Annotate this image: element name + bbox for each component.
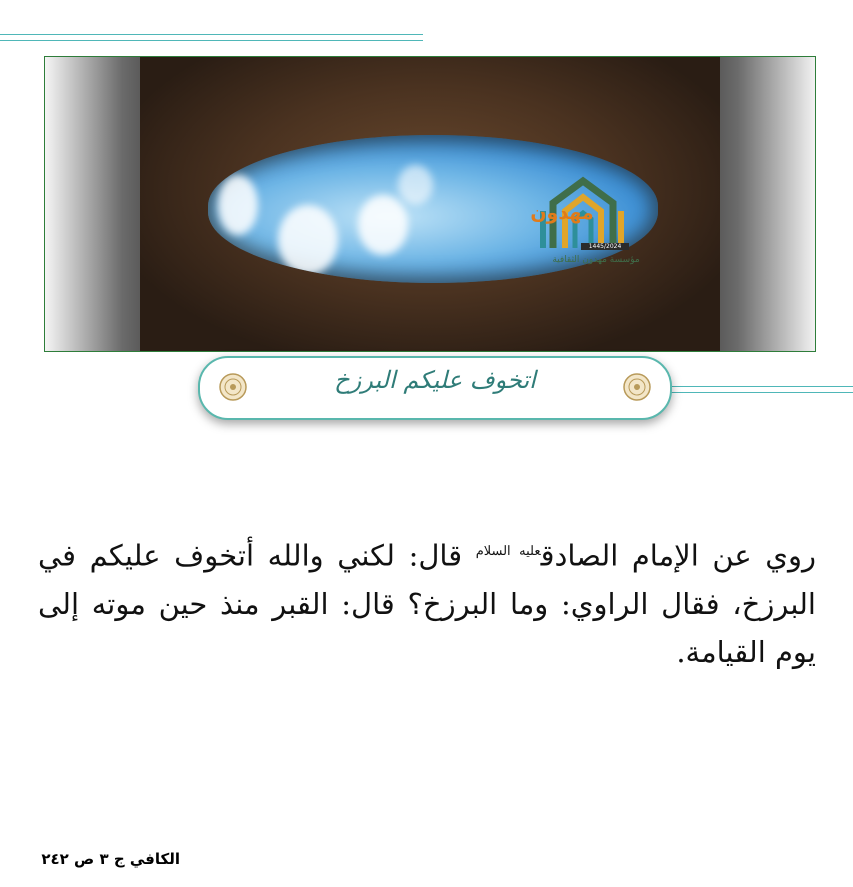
top-decorative-rule	[0, 34, 423, 41]
source-citation: الكافي ج ٣ ص ٢٤٢	[41, 850, 180, 868]
rosette-icon	[622, 372, 652, 402]
logo-year: 1445/2024	[581, 243, 629, 250]
logo-name: مهدون	[530, 202, 594, 224]
title-frame	[198, 356, 672, 420]
page-title: اتخوف عليكم البرزخ	[334, 366, 536, 394]
hadith-text	[38, 528, 816, 676]
header-banner-image	[44, 56, 816, 352]
hadith-part-2: قال: لكني والله أتخوف عليكم في البرزخ، فقال الراوي: وما البرزخ؟ قال: القبر منذ حين موته إلى يوم القيامة.	[38, 538, 816, 669]
honorific: عليه السلام	[475, 544, 541, 559]
rosette-icon	[218, 372, 248, 402]
hadith-part-1: روي عن الإمام الصادق	[540, 538, 816, 573]
logo-subtitle: مؤسسة مهدون الثقافية	[552, 255, 640, 265]
